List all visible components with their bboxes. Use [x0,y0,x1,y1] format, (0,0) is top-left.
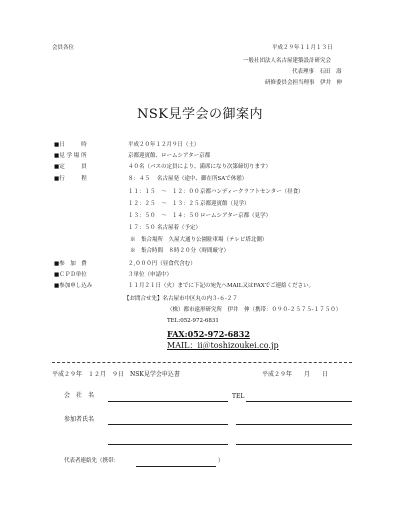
form-title: 平成２９年 １２月 ９日 NSK見学会申込書 [52,371,180,378]
schedule-desc: 名古屋着（予定） [157,225,202,231]
meeting-time: ※ 集合時間 ８時２０分（時間厳守） [130,248,230,254]
schedule-label: ■行 程 [54,176,87,182]
schedule-desc: 京都迎賓館（見学） [200,201,250,207]
schedule-time: １７：５０ [128,225,156,231]
participants-label: 参加者氏名 [64,416,95,423]
schedule-desc: 名古屋発（途中、御在所SAで休憩） [157,176,248,182]
fee-value: ２,０００円（昼食代含む） [128,261,196,267]
sender-representative: 代表理事 石田 壽 [292,69,342,75]
contact-tel: TEL:052-972-6831 [167,318,219,324]
cut-line [52,362,352,363]
apply-value: １１月２１日（火）までに下記の宛先へMAIL又はFAXでご連絡ください。 [128,283,315,289]
contact-mail: MAIL：ii＠toshizoukei.co.jp [167,341,279,350]
recipient: 会員各位 [52,45,75,51]
issue-date: 平成２９年１１月１３日 [272,45,333,51]
participant-field-4[interactable] [236,444,352,445]
rep-contact-label: 代表者連絡先（携帯： [64,458,120,464]
tel-field[interactable] [246,401,352,402]
cpd-value: ３単位（申請中） [128,272,173,278]
fee-label: ■参 加 費 [54,261,87,267]
participant-field-3[interactable] [108,444,228,445]
date-label: ■日 時 [54,142,87,148]
rep-contact-field[interactable] [136,466,216,467]
company-name-field[interactable] [108,401,228,402]
participant-field-1[interactable] [108,424,228,425]
contact-fax: FAX:052-972-6832 [167,329,250,339]
tel-label: TEL [232,393,245,400]
capacity-value: ４０名（バスの定員により、満席になり次第締切ります） [128,164,272,170]
place-value: 京都迎賓館、ロームシアター京都 [128,153,211,159]
rep-contact-close: ） [218,458,224,464]
company-name-label: 会 社 名 [64,392,95,399]
schedule-time: ８：４５ [128,176,151,182]
schedule-time: １１：１５ ～ １２：００ [128,189,200,195]
sender-organization: 一般社団法人名古屋建築設計研究会 [243,58,332,64]
schedule-time: １２：２５ ～ １３：２５ [128,201,200,207]
place-label: ■見 学 場 所 [54,153,87,159]
participant-field-2[interactable] [236,424,352,425]
schedule-desc: 京都ハンディークラフトセンター（昼食） [200,189,304,195]
contact-company: （株）都市遠形研究所 伊井 伸（携帯：０９０-２５７５-１７５０） [167,307,342,313]
meeting-place: ※ 集合場所 久屋大通り公園駐車場（テレビ塔北側） [130,237,268,243]
date-value: 平成２０年１２月９日（土） [128,142,200,148]
sender-committee-chair: 研修委員会担当理事 伊井 伸 [265,80,343,86]
form-date: 平成２９年 月 日 [262,371,329,378]
schedule-time: １３：５０ ～ １４：５０ [128,213,200,219]
page-title: NSK見学会の御案内 [137,107,263,122]
contact-heading: 【お問合せ先】名古屋市中区丸の内３-６-２７ [124,296,238,302]
cpd-label: ■ＣＰＤ単位 [54,272,87,278]
capacity-label: ■定 員 [54,164,87,170]
apply-label: ■参加申し込み [54,283,93,289]
schedule-desc: ロームシアター京都（見学） [200,213,272,219]
